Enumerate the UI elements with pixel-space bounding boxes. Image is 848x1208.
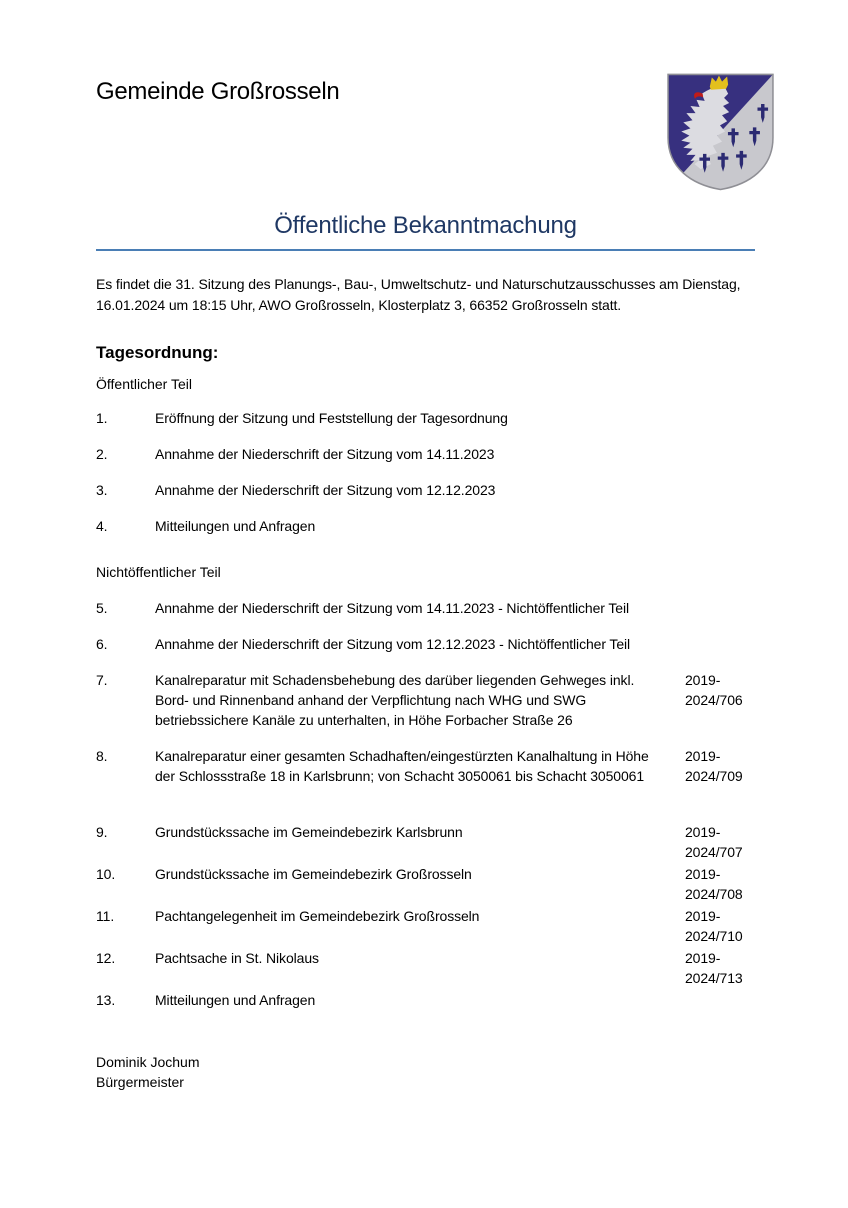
agenda-item-number: 5. (96, 600, 108, 616)
signatory-role: Bürgermeister (96, 1074, 184, 1090)
agenda-item-number: 7. (96, 672, 108, 688)
agenda-public-items (96, 408, 756, 536)
agenda-item-text: Grundstückssache im Gemeindebezirk Karlsbrunn (155, 824, 463, 840)
agenda-item-text: Annahme der Niederschrift der Sitzung vom 12.12.2023 - Nichtöffentlicher Teil (155, 636, 631, 652)
agenda-item-text: Annahme der Niederschrift der Sitzung vom 14.11.2023 - Nichtöffentlicher Teil (155, 600, 630, 616)
agenda-item (96, 634, 756, 654)
agenda-item-number: 4. (96, 518, 108, 534)
document-title: Öffentliche Bekanntmachung (274, 212, 577, 239)
agenda-item-number: 10. (96, 866, 116, 882)
title-rule (96, 249, 755, 251)
agenda-item (96, 444, 756, 464)
agenda-item-text: Pachtangelegenheit im Gemeindebezirk Großrosseln (155, 908, 480, 924)
agenda-item-text: Annahme der Niederschrift der Sitzung vom 12.12.2023 (155, 482, 496, 498)
signature-block (96, 1052, 756, 1092)
agenda-item-number: 6. (96, 636, 108, 652)
agenda-item-text: Mitteilungen und Anfragen (155, 992, 316, 1008)
agenda-item (96, 990, 756, 1010)
section-label-nonpublic: Nichtöffentlicher Teil (96, 564, 221, 580)
agenda-item-ref: 2019-2024/709 (685, 748, 743, 784)
agenda-item-text: Kanalreparatur mit Schadensbehebung des darüber liegenden Gehweges inkl. Bord- und Rinnenband anhand der Verpflichtung nach WHG und SWG betriebssichere Kanäle zu unterhalten, in Höhe Forbacher Straße 26 (155, 672, 635, 728)
agenda-heading: Tagesordnung: (96, 343, 219, 362)
agenda-item (96, 516, 756, 536)
agenda-item-number: 2. (96, 446, 108, 462)
agenda-item-text: Annahme der Niederschrift der Sitzung vom 14.11.2023 (155, 446, 495, 462)
signatory-name: Dominik Jochum (96, 1054, 200, 1070)
agenda-item-number: 1. (96, 410, 108, 426)
agenda-item (96, 864, 756, 904)
agenda-item-text: Pachtsache in St. Nikolaus (155, 950, 319, 966)
agenda-item (96, 408, 756, 428)
section-label-public: Öffentlicher Teil (96, 376, 192, 392)
agenda-item-ref: 2019-2024/713 (685, 950, 743, 986)
agenda-item (96, 822, 756, 862)
agenda-item-number: 12. (96, 950, 116, 966)
agenda-item (96, 746, 756, 806)
coat-of-arms (666, 72, 775, 192)
agenda-item-text: Mitteilungen und Anfragen (155, 518, 316, 534)
agenda-item-number: 9. (96, 824, 108, 840)
agenda-item-number: 13. (96, 992, 116, 1008)
intro-paragraph: Es findet die 31. Sitzung des Planungs-, Bau-, Umweltschutz- und Naturschutzausschusses am Dienstag, 16.01.2024 um 18:15 Uhr, AWO Großrosseln, Klosterplatz 3, 66352 Großrosseln statt. (96, 276, 741, 313)
agenda-item-number: 11. (96, 908, 115, 924)
agenda-item (96, 598, 756, 618)
agenda-item (96, 948, 756, 988)
agenda-item (96, 480, 756, 500)
agenda-item-number: 3. (96, 482, 108, 498)
agenda-item (96, 906, 756, 946)
document-body (96, 274, 756, 1092)
agenda-item-text: Grundstückssache im Gemeindebezirk Großrosseln (155, 866, 472, 882)
agenda-item-number: 8. (96, 748, 108, 764)
municipality-title: Gemeinde Großrosseln (96, 78, 340, 105)
agenda-item-ref: 2019-2024/707 (685, 824, 743, 860)
agenda-nonpublic-items (96, 598, 756, 1010)
agenda-item-text: Eröffnung der Sitzung und Feststellung der Tagesordnung (155, 410, 508, 426)
agenda-item-text: Kanalreparatur einer gesamten Schadhaften/eingestürzten Kanalhaltung in Höhe der Schlossstraße 18 in Karlsbrunn; von Schacht 3050061 bis Schacht 3050061 (155, 748, 649, 784)
agenda-item-ref: 2019-2024/710 (685, 908, 743, 944)
agenda-item-ref: 2019-2024/708 (685, 866, 743, 902)
agenda-item (96, 670, 756, 730)
agenda-item-ref: 2019-2024/706 (685, 672, 743, 708)
